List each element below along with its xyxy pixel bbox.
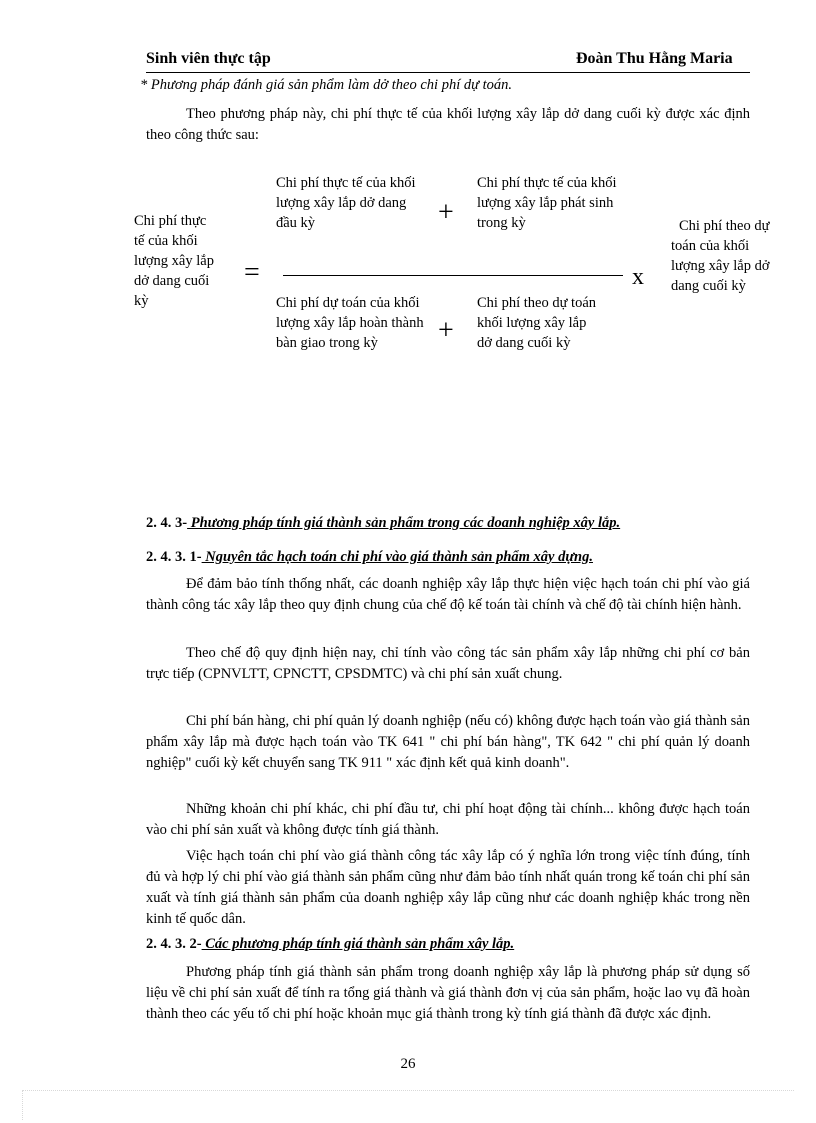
body-paragraph: Để đảm bảo tính thống nhất, các doanh nghiệp xây lắp thực hiện việc hạch toán chi phí vào giá thành công tác xây lắp theo quy định chung của chế độ kế toán tài chính và chế độ tài chính hiện hành. xyxy=(146,576,750,613)
formula-denominator-a: Chi phí dự toán của khối lượng xây lắp hoàn thành bàn giao trong kỳ xyxy=(276,295,424,351)
section-heading-2-4-3-1 xyxy=(146,549,593,566)
formula-fraction-bar xyxy=(283,275,623,276)
intro-paragraph: Theo phương pháp này, chi phí thực tế của khối lượng xây lắp dở dang cuối kỳ được xác định theo công thức sau: xyxy=(146,106,750,143)
header-author-role: Sinh viên thực tập xyxy=(146,50,271,67)
section-title: Phương pháp tính giá thành sản phẩm trong các doanh nghiệp xây lắp. xyxy=(187,515,621,531)
method-title: * Phương pháp đánh giá sản phẩm làm dở theo chi phí dự toán. xyxy=(140,77,513,93)
section-title: Các phương pháp tính giá thành sản phẩm xây lắp. xyxy=(201,936,515,952)
formula-numerator-b: Chi phí thực tế của khối lượng xây lắp phát sinh trong kỳ xyxy=(477,175,617,231)
formula-times: x xyxy=(632,264,644,290)
section-number: 2. 4. 3. 1- xyxy=(146,549,202,565)
formula-plus-bottom: + xyxy=(438,315,454,346)
formula-plus-top: + xyxy=(438,197,454,228)
page-bottom-guide xyxy=(22,1090,794,1091)
formula-denominator-b: Chi phí theo dự toán khối lượng xây lắp dở dang cuối kỳ xyxy=(477,295,597,351)
section-heading-2-4-3 xyxy=(146,515,620,532)
formula-numerator-a: Chi phí thực tế của khối lượng xây lắp dở dang đầu kỳ xyxy=(276,175,416,231)
body-paragraph: Chi phí bán hàng, chi phí quản lý doanh nghiệp (nếu có) không được hạch toán vào giá thành sản phẩm xây lắp mà được hạch toán vào TK 641 " chi phí bán hàng", TK 642 " chi phí quản lý doanh nghiệp" cuối kỳ kết chuyển sang TK 911 " xác định kết quả kinh doanh". xyxy=(146,713,750,771)
section-number: 2. 4. 3. 2- xyxy=(146,936,202,952)
header-divider xyxy=(146,72,750,73)
body-paragraph: Phương pháp tính giá thành sản phẩm trong doanh nghiệp xây lắp là phương pháp sử dụng số liệu về chi phí sản xuất để tính ra tổng giá thành và giá thành đơn vị của sản phẩm, hoặc lao vụ đã hoàn thành theo các yếu tố chi phí hoặc khoản mục giá thành trong kỳ tính giá thành đã được xác định. xyxy=(146,964,750,1022)
formula-right-term: Chi phí theo dự toán của khối lượng xây lắp dở dang cuối kỳ xyxy=(671,218,770,294)
body-paragraph: Những khoản chi phí khác, chi phí đầu tư, chi phí hoạt động tài chính... không được hạch toán vào chi phí sản xuất và không được tính giá thành. xyxy=(146,801,750,838)
formula-equals: = xyxy=(244,257,260,288)
formula-left-term: Chi phí thực tế của khối lượng xây lắp dở dang cuối kỳ xyxy=(134,213,214,309)
page-number: 26 xyxy=(400,1056,416,1072)
page-corner-guide xyxy=(22,1090,23,1120)
body-paragraph: Theo chế độ quy định hiện nay, chỉ tính vào công tác sản phẩm xây lắp những chi phí cơ bản trực tiếp (CPNVLTT, CPNCTT, CPSDMTC) và chi phí sản xuất chung. xyxy=(146,645,750,682)
body-paragraph: Việc hạch toán chi phí vào giá thành công tác xây lắp có ý nghĩa lớn trong việc tính đúng, tính đủ và hợp lý chi phí vào giá thành sản phẩm cũng như đảm bảo tính nhất quán trong kế toán chi phí sản xuất và tính giá thành sản phẩm của doanh nghiệp xây lắp cũng như các doanh nghiệp khác trong nền kinh tế quốc dân. xyxy=(146,848,750,927)
section-title: Nguyên tắc hạch toán chi phí vào giá thành sản phẩm xây dựng. xyxy=(201,549,593,565)
header-author-name: Đoàn Thu Hằng Maria xyxy=(576,50,733,67)
section-heading-2-4-3-2 xyxy=(146,936,514,953)
section-number: 2. 4. 3- xyxy=(146,515,188,531)
